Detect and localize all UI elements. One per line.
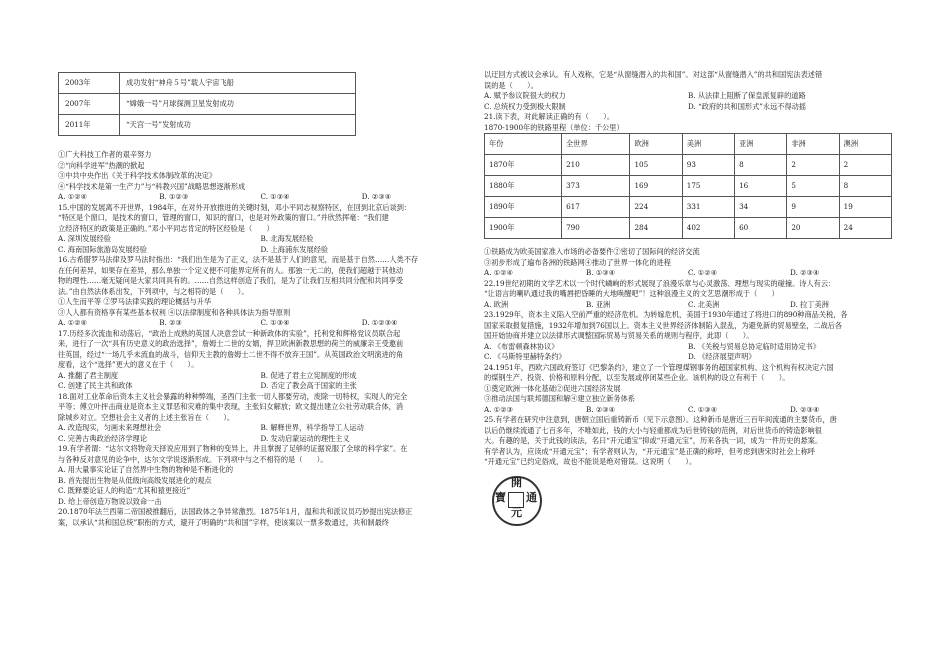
answer-options: A. ①②③ B. ②③④ C. ①③④ D. ②③④ [484,404,820,414]
table-row: 2011年 “天宫一号”发射成功 [59,115,356,136]
question-17: 17.历经多次流血和动荡后，“政治上成熟的英国人决意尝试一种新政体的实验”，托利党和辉格党议员联合起 来，进行了一次“具有历史意义的政治选择”，詹姆士二世的女婿，捍卫欧洲新教思想的荷兰的威廉亲王受邀前 往英国，经过“一场几乎未流血的战斗，信仰天主教的詹姆士二世不得不放弃王国”。从英国政治文明演进的角 度看，这个“选择”更大的意义在于（ ）。 A. 推翻了君主制度 B. 促进了君主立宪制度的形成 C. 创建了民主共和政体 D. 否定了教会高于国家的主张 [58,329,463,392]
question-22: 22.19世纪初期的文学艺术以一个时代嶙峋的形式展现了浪漫乐章与心灵激荡、理想与现实的碰撞。诗人有云： “让语言的喇叭通过我的嘴唇把昏睡的大地唤醒吧”！这种浪漫主义的文艺思潮形成于（ ） A. 欧洲 B. 亚洲 C. 北美洲 D. 拉丁美洲 [484,279,892,311]
right-column [484,70,892,530]
question-20: 20.1870年法兰西第二帝国被推翻后，法国政体之争异常激烈。1875年1月，温和共和派议员巧妙提出宪法修正 案，以承认“共和国总统”职衔的方式，避开了明确的“共和国”字样，使该案以一票多数通过，共和制最终 [58,507,413,527]
answer-options: A. 深圳发展经验 B. 北海发展经验 [58,234,314,243]
table-row: 1880年 373 169 175 16 5 8 [485,176,892,197]
question-20-continued: 以迂回方式被议会承认。有人戏称，它是“从窗缝潜入的共和国”。对这部“从窗缝潜入”的共和国宪法表述错 误的是（ ）。 A. 赋予参议院很大的权力 B. 从法律上阻断了保皇派复辟的道路 C. 总统权力受到极大限制 D. “政府的共和国形式”永远不得动摇 [484,70,892,112]
question-18: 18.面对工业革命后资本主义社会暴露的种种弊端，圣西门主张一切人都要劳动，废除一切特权，实现人的完全 平等；傅立叶抨击商业是资本主义罪恶和灾难的集中表现，主张妇女解放；欧文提出建立公社劳动联合体，消 除城乡对立。空想社会主义者的上述主张旨在（ ）。 A. 改造现实，匀画未来理想社会 B. 解释世界，科学指导工人运动 C. 完善古典政治经济学理论 D. 发动启蒙运动的理性主义 [58,392,463,445]
table-row: 1900年 790 284 402 60 20 24 [485,218,892,239]
table-row: 1890年 617 224 331 34 9 19 [485,197,892,218]
left-column [58,70,463,528]
question-24: 24.1951年，西欧六国政府签订《巴黎条约》，建立了一个管理煤钢事务的超国家机构。这个机构有权决定六国 的煤钢生产、投资、价格和原料分配，以至发展或停闭某些企业。该机构的设立有利于（ ）。 ①奠定欧洲一体化基础②促进六国经济发展 ③推动法国与联邦德国和解④建立独立新务体系 A. ①②③ B. ②③④ C. ①③④ D. ②③④ [484,363,892,416]
table-header-row: 年份 全世界 欧洲 美洲 亚洲 非洲 澳洲 [485,134,892,155]
question-21: 21.读下表，对此解读正确的有（ ）。 1870-1900年的铁路里程（单位：千公里） 年份 全世界 欧洲 美洲 亚洲 非洲 澳洲 1870年 210 105 93 8 2 2 1880年 373 169 175 16 5 8 1890年 617 224 331 34 9 19 1900年 790 284 402 60 20 24 ①铁路成为欧美国家准入市场的必备要件②密切了国际间的经济交流 ③初步形成了遍布各洲的铁路网④推动了世界一体化的进程 A. ①②④ B. ①③④ C. ①②④ D. ②③④ [484,112,892,279]
question-23: 23.1929年，资本主义陷入空前严重的经济危机。为转嫁危机，美国于1930年通过了将进口的890种商品关税，各 国家采取报复措施，1932年增加到76国以上。资本主义世界经济体制陷入混乱，为避免新的贸易壁垒，二战后各 国开始协商并建立以法律形式调整国际贸易与贸易关系的规则与程序，此即（ ）。 A. 《布雷顿森林协议》 B. 《关税与贸易总协定临时适用协定书》 C. 《马斯特里赫特条约》 D. 《经济展望声明》 [484,310,892,363]
question-14: ①广大科技工作者的艰辛努力 ②“向科学进军”热潮的掀起 ③中共中央作出《关于科学技术体制改革的决定》 ④“科学技术是第一生产力”与“科教兴国”战略思想逐渐形成 A. ①②④ B. ①②③ C. ①③④ D. ②③④ [58,150,463,203]
answer-options: A. ①②④ B. ②③ C. ①③④ D. ①②③④ [58,318,398,327]
answer-options: A. ①②④ B. ①③④ C. ①②④ D. ②③④ [484,268,820,277]
coin-char-top: 開 [511,475,522,489]
answer-options: C. 创建了民主共和政体 D. 否定了教会高于国家的主张 [58,381,357,390]
answer-options: A. 推翻了君主制度 B. 促进了君主立宪制度的形成 [58,370,357,380]
question-16: 16.古希腊罗马法律及罗马法时指出：“我们出生是为了正义，法不是基于人们的意见，而是基于自然……人类不存 在任何差异，如果存在差异，那么单独一个定义便不可能界定所有的人。那独一无二的，使我们超越于其他动 物的理性……毫无疑问是大家共同具有的。……自然这样创造了我们，是为了让我们互相共同分配和共同享受 法。”由自然法体系出发，下列项中，与之相符的是（ ）。 ①人生而平等 ②罗马法律实践的理论概括与升华 ③人人都有资格享有某些基本权利 ④以法律制度和各种具体法为指导原则 A. ①②④ B. ②③ C. ①③④ D. ①②③④ [58,255,463,329]
answer-options: A. 赋予参议院很大的权力 B. 从法律上阻断了保皇派复辟的道路 [484,91,806,100]
answer-options: A. ①②④ B. ①②③ C. ①③④ D. ②③④ [58,192,392,201]
answer-options: C. 《马斯特里赫特条约》 D. 《经济展望声明》 [484,352,756,361]
question-25: 25.有学者在研究中注意到，唐朝立国后重铸新币（见下示意图）。这种新币是唐近三百年间流通的主要货币，唐 以后仍继续流通了七百多年，不唯如此，钱的大小与轻重都成为后世铸钱的范例，对后世货币的铸造影响很 大。有趣的是，关于此钱的读法，名曰“开元通宝”抑或“开通元宝”，历来各执一词，成为一件历史的悬案。 有学者认为，应读成“开通元宝”；有学者则认为，“开元通宝”是正确的称呼，但考虑到唐宋时社会上称呼 “开通元宝”已约定俗成，故也不能说是绝对错误。这说明（ ）。 [484,415,837,466]
table-row: 2003年 成功发射“神舟５号”载人宇宙飞船 [59,73,356,94]
railway-mileage-table [484,133,892,239]
table-row: 1870年 210 105 93 8 2 2 [485,155,892,176]
space-events-table [58,72,356,136]
coin-char-left: 寶 [495,490,506,504]
coin-char-bottom: 元 [511,505,522,519]
table-row: 2007年 “嫦娥一号”月球探测卫星发射成功 [59,94,356,115]
question-15: 15.中国的发展离不开世界，1984年，在对外开放推进的关键时刻，邓小平同志视察特区，在回到北京后谈到： “特区是个窗口，是技术的窗口，管理的窗口，知识的窗口，也是对外政策的窗口。”并欣然挥毫：“我们建 立经济特区的政策是正确的。”邓小平同志肯定的特区经验是（ ） A. 深圳发展经验 B. 北海发展经验 C. 海南国际旅游岛发展经验 D. 上海浦东发展经验 [58,203,463,256]
answer-options: A. 《布雷顿森林协议》 B. 《关税与贸易总协定临时适用协定书》 [484,341,821,351]
question-19: 19.有学者谓：“达尔文将物竞天择说应用到了物种的变异上，并且掌握了足够的证据说服了全球的科学家”。在 与各种反对意见的论争中，达尔文学说逐渐形成。下列项中与之不相符的是（ ）。 A. 用大量事实论证了自然界中生物的物种是不断进化的 B. 首先提出生物是从低级向高级发展进化的观点 C. 既释要论证人的构造“尤其和猿更接近” D. 给上帝创造万物说以致命一击 [58,444,408,506]
kaiyuan-coin-illustration [492,476,546,530]
answer-options: A. 欧洲 B. 亚洲 C. 北美洲 D. 拉丁美洲 [484,299,829,309]
answer-options: A. 改造现实，匀画未来理想社会 B. 解释世界，科学指导工人运动 [58,423,364,432]
answer-options: C. 海南国际旅游岛发展经验 D. 上海浦东发展经验 [58,244,329,254]
table-caption: 1870-1900年的铁路里程（单位：千公里） [484,122,624,132]
coin-char-right: 通 [526,490,537,504]
answer-options: C. 完善古典政治经济学理论 D. 发动启蒙运动的理性主义 [58,433,350,443]
answer-options: C. 总统权力受到极大限制 D. “政府的共和国形式”永远不得动摇 [484,101,807,111]
